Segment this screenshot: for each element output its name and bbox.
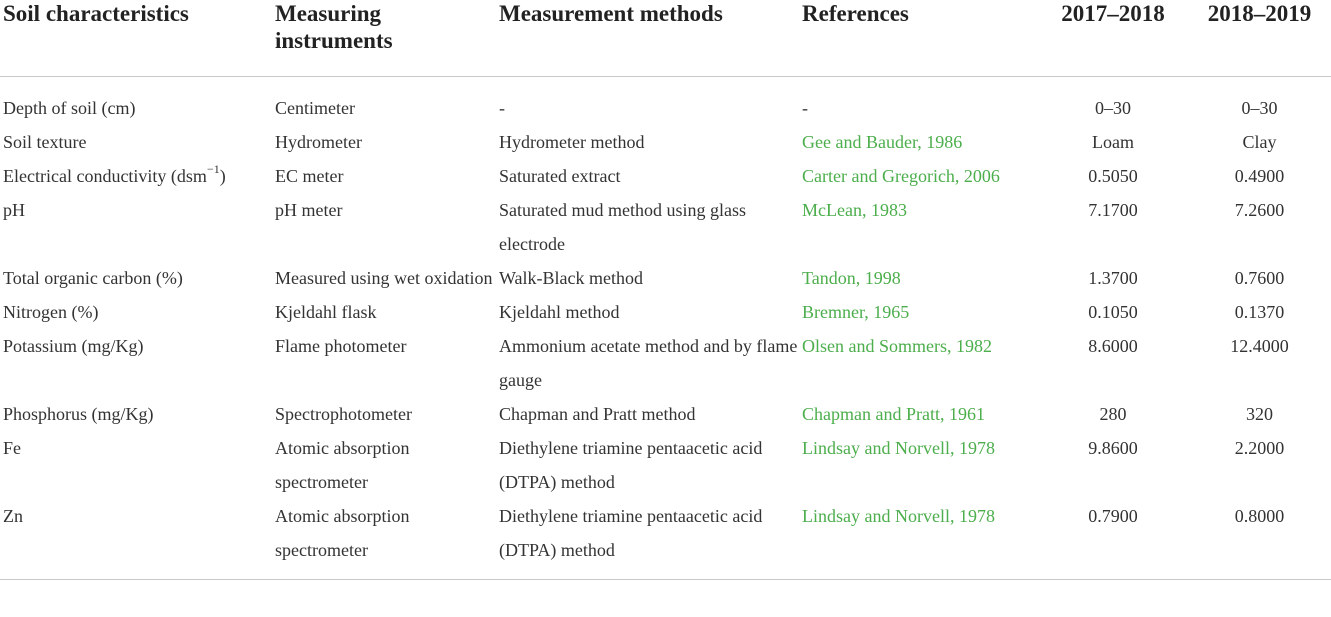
- cell-2018-2019: 0.1370: [1234, 302, 1285, 322]
- cell-characteristic: Depth of soil (cm): [3, 98, 136, 118]
- characteristic-end: ): [219, 166, 226, 186]
- reference-link[interactable]: Olsen and Sommers, 1982: [802, 336, 992, 356]
- header-2017-2018: 2017–2018: [1038, 0, 1188, 77]
- cell-2018-2019: 0.4900: [1234, 166, 1285, 186]
- header-references: References: [802, 0, 1038, 77]
- cell-instrument: Hydrometer: [275, 132, 362, 152]
- table-row: [0, 329, 1331, 397]
- cell-2018-2019: 320: [1246, 404, 1273, 424]
- table-header-row: [0, 0, 1331, 77]
- reference-link[interactable]: McLean, 1983: [802, 200, 907, 220]
- table-row: [0, 499, 1331, 580]
- cell-instrument: Centimeter: [275, 98, 355, 118]
- cell-2017-2018: Loam: [1092, 132, 1134, 152]
- cell-instrument: EC meter: [275, 166, 344, 186]
- table-row: [0, 431, 1331, 499]
- cell-2018-2019: 0.8000: [1188, 499, 1331, 580]
- cell-characteristic: Soil texture: [3, 132, 87, 152]
- cell-instrument: Atomic absorption spectrometer: [275, 499, 499, 580]
- header-instruments-line2: instruments: [275, 28, 393, 53]
- reference-link[interactable]: Chapman and Pratt, 1961: [802, 404, 985, 424]
- table-row: [0, 159, 1331, 193]
- header-instruments-line1: Measuring: [275, 1, 382, 26]
- reference-link[interactable]: Lindsay and Norvell, 1978: [802, 499, 1038, 580]
- cell-2017-2018: 0.7900: [1038, 499, 1188, 580]
- cell-method: Diethylene triamine pentaacetic acid (DTPA) method: [499, 499, 802, 580]
- cell-characteristic: [0, 159, 275, 193]
- cell-instrument: Flame photometer: [275, 336, 407, 356]
- cell-method: Ammonium acetate method and by flame gauge: [499, 336, 798, 390]
- superscript: −1: [206, 162, 220, 176]
- cell-instrument: Kjeldahl flask: [275, 302, 377, 322]
- reference-link[interactable]: Tandon, 1998: [802, 268, 901, 288]
- cell-characteristic: Zn: [0, 499, 275, 580]
- cell-2017-2018: 280: [1099, 404, 1127, 424]
- cell-method: Diethylene triamine pentaacetic acid (DTPA) method: [499, 438, 763, 492]
- header-2018-2019: 2018–2019: [1188, 0, 1331, 77]
- cell-method: Chapman and Pratt method: [499, 404, 696, 424]
- table-row: [0, 397, 1331, 431]
- cell-method: Saturated extract: [499, 166, 621, 186]
- cell-2018-2019: 12.4000: [1230, 336, 1289, 356]
- cell-reference: -: [802, 98, 808, 118]
- cell-characteristic: Phosphorus (mg/Kg): [3, 404, 154, 424]
- cell-characteristic: Nitrogen (%): [3, 302, 99, 322]
- cell-2017-2018: 0–30: [1095, 98, 1131, 118]
- characteristic-text: Electrical conductivity (dsm: [3, 166, 207, 186]
- cell-method: -: [499, 98, 505, 118]
- table-row: [0, 295, 1331, 329]
- cell-method: Walk-Black method: [499, 268, 644, 288]
- header-measurement-methods: Measurement methods: [499, 0, 802, 77]
- cell-2018-2019: 2.2000: [1234, 438, 1285, 458]
- cell-instrument: Atomic absorption spectrometer: [275, 438, 410, 492]
- cell-method: Saturated mud method using glass electrode: [499, 200, 746, 254]
- cell-2017-2018: 1.3700: [1088, 268, 1138, 288]
- cell-method: Hydrometer method: [499, 132, 645, 152]
- cell-characteristic: Fe: [3, 438, 21, 458]
- table-row: [0, 77, 1331, 126]
- cell-characteristic: pH: [3, 200, 25, 220]
- cell-2017-2018: 9.8600: [1088, 438, 1138, 458]
- cell-2017-2018: 7.1700: [1088, 200, 1138, 220]
- table-row: [0, 125, 1331, 159]
- cell-2018-2019: 0.7600: [1234, 268, 1285, 288]
- reference-link[interactable]: Bremner, 1965: [802, 302, 910, 322]
- cell-2017-2018: 0.5050: [1088, 166, 1138, 186]
- header-soil-characteristics: Soil characteristics: [0, 0, 275, 77]
- cell-instrument: pH meter: [275, 200, 343, 220]
- cell-characteristic: Total organic carbon (%): [3, 268, 183, 288]
- cell-2017-2018: 0.1050: [1088, 302, 1138, 322]
- cell-instrument: Spectrophotometer: [275, 404, 412, 424]
- cell-2017-2018: 8.6000: [1088, 336, 1138, 356]
- header-measuring-instruments: [275, 0, 499, 77]
- cell-2018-2019: Clay: [1242, 132, 1277, 152]
- reference-link[interactable]: Carter and Gregorich, 2006: [802, 166, 1000, 186]
- cell-method: Kjeldahl method: [499, 302, 620, 322]
- reference-link[interactable]: Lindsay and Norvell, 1978: [802, 438, 995, 458]
- cell-2018-2019: 7.2600: [1234, 200, 1285, 220]
- cell-2018-2019: 0–30: [1241, 98, 1278, 118]
- reference-link[interactable]: Gee and Bauder, 1986: [802, 132, 963, 152]
- table-row: [0, 261, 1331, 295]
- cell-characteristic: Potassium (mg/Kg): [3, 336, 144, 356]
- table-row: [0, 193, 1331, 261]
- cell-instrument: Measured using wet oxidation: [275, 268, 493, 288]
